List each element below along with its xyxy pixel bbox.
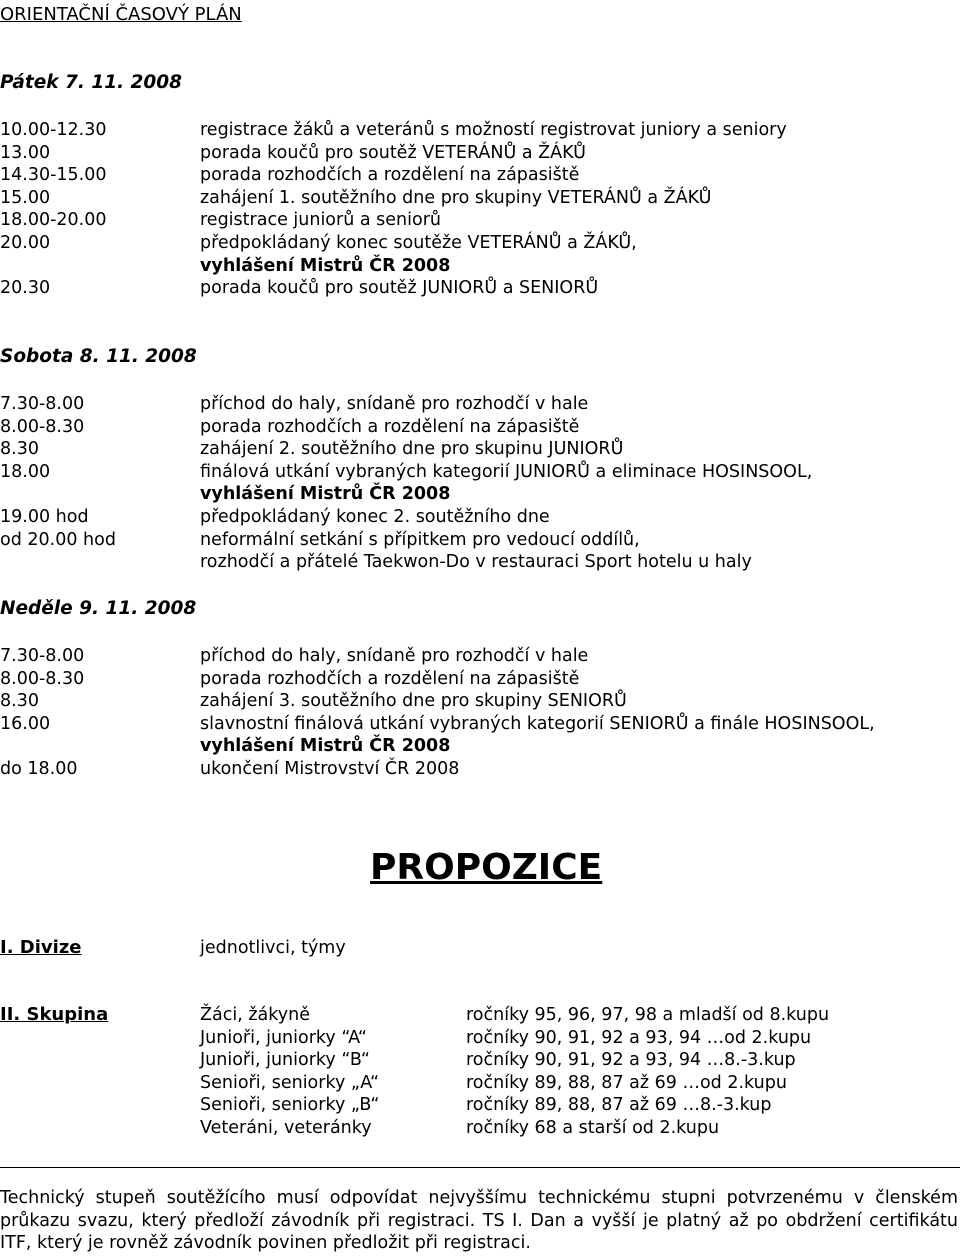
schedule-time: 19.00 hod xyxy=(0,506,89,527)
group-years: ročníky 68 a starší od 2.kupu xyxy=(466,1117,720,1138)
skupina-label: II. Skupina xyxy=(0,1004,109,1025)
schedule-description: příchod do haly, snídaně pro rozhodčí v hale xyxy=(200,394,589,414)
group-name: Veteráni, veteránky xyxy=(200,1117,372,1138)
schedule-description: zahájení 3. soutěžního dne pro skupiny SENIORŮ xyxy=(200,691,627,712)
schedule-time: 20.00 xyxy=(0,232,51,253)
group-years: ročníky 90, 91, 92 a 93, 94 …od 2.kupu xyxy=(466,1027,812,1048)
schedule-time: od 20.00 hod xyxy=(0,529,116,550)
schedule-description: zahájení 1. soutěžního dne pro skupiny VETERÁNŮ a ŽÁKŮ xyxy=(200,187,712,208)
propozice-title: PROPOZICE xyxy=(370,847,603,888)
divider xyxy=(0,1167,960,1168)
schedule-time: 8.30 xyxy=(0,691,39,712)
schedule-description: porada rozhodčích a rozdělení na zápasiště xyxy=(200,416,580,437)
day-heading-saturday: Sobota 8. 11. 2008 xyxy=(0,346,197,367)
schedule-time: 14.30-15.00 xyxy=(0,165,107,186)
group-years: ročníky 89, 88, 87 až 69 …8.-3.kup xyxy=(466,1095,772,1116)
schedule-description: porada rozhodčích a rozdělení na zápasiště xyxy=(200,668,580,689)
schedule-description: vyhlášení Mistrů ČR 2008 xyxy=(200,255,451,276)
schedule-time: 8.30 xyxy=(0,439,39,460)
schedule-time: 8.00-8.30 xyxy=(0,668,85,689)
group-name: Junioři, juniorky “B“ xyxy=(200,1050,370,1071)
day-heading-sunday: Neděle 9. 11. 2008 xyxy=(0,598,197,619)
schedule-description: porada rozhodčích a rozdělení na zápasiště xyxy=(200,165,580,186)
technical-note: Technický stupeň soutěžícího musí odpovídat nejvyššímu technickému stupni potvrzenému v členském průkazu svazu, který předloží závodník při registraci. TS I. Dan a vyšší je platný až po obdržení certifikátu ITF, který je rovněž závodník povinen předložit při registraci. xyxy=(0,1188,958,1254)
schedule-description: slavnostní finálová utkání vybraných kategorií SENIORŮ a finále HOSINSOOL, xyxy=(200,713,875,734)
schedule-description: vyhlášení Mistrů ČR 2008 xyxy=(200,484,451,505)
day-heading-friday: Pátek 7. 11. 2008 xyxy=(0,72,183,93)
schedule-time: 7.30-8.00 xyxy=(0,646,85,666)
divize-label: I. Divize xyxy=(0,937,82,958)
group-name: Žáci, žákyně xyxy=(200,1005,310,1025)
schedule-description: ukončení Mistrovství ČR 2008 xyxy=(200,758,460,779)
schedule-description: zahájení 2. soutěžního dne pro skupinu JUNIORŮ xyxy=(200,439,624,460)
group-name: Senioři, seniorky „A“ xyxy=(200,1072,380,1093)
schedule-time: 18.00 xyxy=(0,461,51,482)
group-years: ročníky 89, 88, 87 až 69 …od 2.kupu xyxy=(466,1072,787,1093)
schedule-time: 16.00 xyxy=(0,713,51,734)
schedule-time: 20.30 xyxy=(0,278,51,299)
schedule-title: ORIENTAČNÍ ČASOVÝ PLÁN xyxy=(0,4,242,25)
schedule-description: finálová utkání vybraných kategorií JUNIORŮ a eliminace HOSINSOOL, xyxy=(200,461,813,482)
schedule-time: 8.00-8.30 xyxy=(0,416,85,437)
group-years: ročníky 95, 96, 97, 98 a mladší od 8.kupu xyxy=(466,1005,830,1025)
schedule-time: 7.30-8.00 xyxy=(0,394,85,414)
schedule-description: porada koučů pro soutěž JUNIORŮ a SENIORŮ xyxy=(200,278,599,299)
schedule-time: 10.00-12.30 xyxy=(0,120,107,140)
group-name: Senioři, seniorky „B“ xyxy=(200,1095,380,1116)
divize-value: jednotlivci, týmy xyxy=(200,938,346,958)
schedule-time: 18.00-20.00 xyxy=(0,210,107,231)
schedule-description: příchod do haly, snídaně pro rozhodčí v hale xyxy=(200,646,589,666)
schedule-description: předpokládaný konec soutěže VETERÁNŮ a ŽÁKŮ, xyxy=(200,232,637,253)
schedule-description: předpokládaný konec 2. soutěžního dne xyxy=(200,506,550,527)
schedule-time: 15.00 xyxy=(0,187,51,208)
schedule-description: rozhodčí a přátelé Taekwon-Do v restauraci Sport hotelu u haly xyxy=(200,552,752,573)
schedule-description: porada koučů pro soutěž VETERÁNŮ a ŽÁKŮ xyxy=(200,142,586,163)
schedule-description: registrace juniorů a seniorů xyxy=(200,210,441,231)
group-name: Junioři, juniorky “A“ xyxy=(200,1027,367,1048)
schedule-description: vyhlášení Mistrů ČR 2008 xyxy=(200,736,451,757)
group-years: ročníky 90, 91, 92 a 93, 94 …8.-3.kup xyxy=(466,1050,796,1071)
schedule-time: 13.00 xyxy=(0,142,51,163)
schedule-description: neformální setkání s přípitkem pro vedoucí oddílů, xyxy=(200,529,640,550)
schedule-description: registrace žáků a veteránů s možností registrovat juniory a seniory xyxy=(200,120,787,140)
schedule-time: do 18.00 xyxy=(0,758,78,779)
